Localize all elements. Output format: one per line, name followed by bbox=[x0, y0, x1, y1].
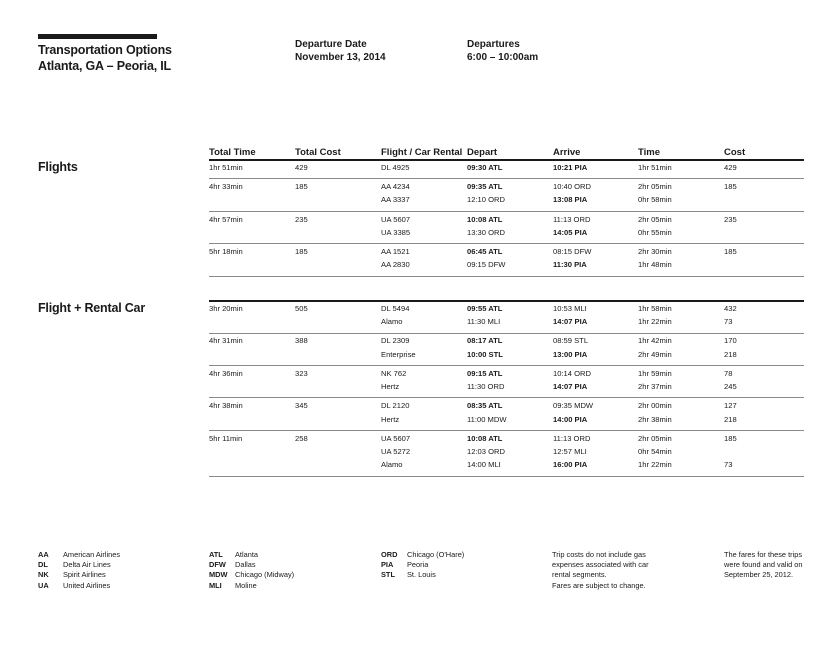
title-line-2: Atlanta, GA – Peoria, IL bbox=[38, 59, 171, 73]
legend-row bbox=[38, 560, 120, 570]
carrier-cell: Alamo bbox=[381, 460, 403, 470]
carrier-cell: Enterprise bbox=[381, 349, 416, 359]
leg-cost-cell: 170 bbox=[724, 336, 737, 346]
departure-date-block bbox=[295, 38, 386, 64]
depart-cell: 09:35 ATL bbox=[467, 182, 503, 192]
total-cost-cell: 505 bbox=[295, 304, 308, 313]
legend-row bbox=[381, 550, 464, 560]
section-flight-car-label: Flight + Rental Car bbox=[38, 301, 145, 315]
legend-code: PIA bbox=[381, 560, 394, 570]
leg-time-cell: 2hr 05min bbox=[638, 433, 672, 443]
legend-carriers bbox=[38, 550, 120, 591]
legend-row bbox=[209, 570, 294, 580]
legend-code: ATL bbox=[209, 550, 223, 559]
arrive-cell: 08:15 DFW bbox=[553, 246, 592, 256]
legend-row bbox=[209, 550, 294, 560]
group-divider bbox=[209, 243, 804, 244]
arrive-cell: 11:13 ORD bbox=[553, 214, 591, 224]
arrive-cell: 12:57 MLI bbox=[553, 446, 587, 456]
total-cost-cell: 429 bbox=[295, 163, 308, 172]
total-time-cell: 5hr 11min bbox=[209, 433, 243, 443]
legend-name: Peoria bbox=[407, 560, 429, 570]
legend-name: Spirit Airlines bbox=[63, 570, 106, 580]
title-line-1: Transportation Options bbox=[38, 43, 172, 57]
total-cost-cell: 235 bbox=[295, 214, 308, 224]
leg-cost-cell: 185 bbox=[724, 182, 737, 192]
group-divider bbox=[209, 476, 804, 477]
arrive-cell: 10:14 ORD bbox=[553, 368, 591, 378]
total-time-cell: 4hr 38min bbox=[209, 401, 243, 411]
header-rule bbox=[38, 34, 157, 39]
section-flights-label: Flights bbox=[38, 160, 78, 174]
carrier-cell: UA 5607 bbox=[381, 214, 411, 224]
carrier-cell: Hertz bbox=[381, 414, 400, 424]
leg-cost-cell: 73 bbox=[724, 460, 733, 470]
legend-row bbox=[38, 581, 120, 591]
leg-cost-cell: 429 bbox=[724, 163, 737, 172]
flight-car-top-rule bbox=[209, 300, 804, 302]
carrier-cell: UA 5607 bbox=[381, 433, 411, 443]
legend-airports-2 bbox=[381, 550, 464, 581]
leg-cost-cell: 245 bbox=[724, 382, 737, 392]
arrive-cell: 08:59 STL bbox=[553, 336, 589, 346]
group-divider bbox=[209, 211, 804, 212]
col-cost: Cost bbox=[724, 147, 746, 158]
arrive-cell: 10:40 ORD bbox=[553, 182, 591, 192]
leg-time-cell: 2hr 37min bbox=[638, 382, 672, 392]
group-divider bbox=[209, 178, 804, 179]
leg-cost-cell: 432 bbox=[724, 304, 737, 313]
note-line: Trip costs do not include gas bbox=[552, 550, 646, 559]
carrier-cell: DL 4925 bbox=[381, 163, 410, 172]
departure-date-label: Departure Date bbox=[295, 39, 367, 50]
depart-cell: 06:45 ATL bbox=[467, 246, 503, 256]
carrier-cell: NK 762 bbox=[381, 368, 407, 378]
legend-row bbox=[38, 570, 120, 580]
legend-code: DL bbox=[38, 560, 48, 570]
depart-cell: 13:30 ORD bbox=[467, 227, 505, 237]
leg-cost-cell: 185 bbox=[724, 433, 737, 443]
total-time-cell: 4hr 36min bbox=[209, 368, 243, 378]
flights-top-rule bbox=[209, 159, 804, 161]
leg-time-cell: 1hr 48min bbox=[638, 260, 672, 270]
legend-name: American Airlines bbox=[63, 550, 121, 559]
carrier-cell: Hertz bbox=[381, 382, 400, 392]
total-time-cell: 5hr 18min bbox=[209, 246, 243, 256]
arrive-cell: 13:08 PIA bbox=[553, 195, 588, 205]
depart-cell: 12:10 ORD bbox=[467, 195, 505, 205]
carrier-cell: AA 4234 bbox=[381, 182, 410, 192]
legend-code: UA bbox=[38, 580, 49, 590]
departures-value: 6:00 – 10:00am bbox=[467, 52, 539, 63]
departures-label: Departures bbox=[467, 39, 520, 50]
legend-code: MDW bbox=[209, 570, 228, 580]
total-time-cell: 4hr 31min bbox=[209, 336, 243, 346]
legend-code: STL bbox=[381, 570, 395, 580]
carrier-cell: DL 2309 bbox=[381, 336, 410, 346]
note-line: were found and valid on bbox=[724, 560, 803, 570]
legend-row bbox=[381, 560, 464, 570]
depart-cell: 09:55 ATL bbox=[467, 304, 503, 313]
total-cost-cell: 323 bbox=[295, 368, 308, 378]
leg-time-cell: 2hr 05min bbox=[638, 214, 672, 224]
carrier-cell: Alamo bbox=[381, 317, 403, 327]
arrive-cell: 09:35 MDW bbox=[553, 401, 594, 411]
leg-cost-cell: 218 bbox=[724, 349, 737, 359]
total-time-cell: 1hr 51min bbox=[209, 163, 243, 172]
group-divider bbox=[209, 365, 804, 366]
leg-time-cell: 1hr 22min bbox=[638, 317, 672, 327]
col-depart: Depart bbox=[467, 147, 498, 158]
legend-name: United Airlines bbox=[63, 580, 111, 590]
depart-cell: 11:30 MLI bbox=[467, 317, 501, 327]
total-cost-cell: 185 bbox=[295, 182, 308, 192]
total-cost-cell: 185 bbox=[295, 246, 308, 256]
leg-cost-cell: 127 bbox=[724, 401, 737, 411]
note-line: Fares are subject to change. bbox=[552, 580, 646, 590]
note-fares-valid bbox=[724, 550, 802, 581]
depart-cell: 10:00 STL bbox=[467, 349, 503, 359]
departure-date-value: November 13, 2014 bbox=[295, 52, 386, 63]
note-trip-costs bbox=[552, 550, 649, 591]
carrier-cell: AA 1521 bbox=[381, 246, 410, 256]
leg-time-cell: 1hr 58min bbox=[638, 304, 672, 313]
leg-time-cell: 1hr 22min bbox=[638, 460, 672, 470]
depart-cell: 09:15 ATL bbox=[467, 368, 503, 378]
leg-time-cell: 1hr 59min bbox=[638, 368, 672, 378]
total-time-cell: 4hr 33min bbox=[209, 182, 243, 192]
total-cost-cell: 345 bbox=[295, 401, 308, 411]
legend-name: Chicago (Midway) bbox=[235, 570, 295, 580]
depart-cell: 08:17 ATL bbox=[467, 336, 503, 346]
col-total-cost: Total Cost bbox=[295, 147, 341, 158]
arrive-cell: 14:07 PIA bbox=[553, 317, 588, 327]
legend-name: St. Louis bbox=[407, 570, 436, 580]
legend-code: DFW bbox=[209, 560, 226, 570]
legend-name: Chicago (O'Hare) bbox=[407, 550, 465, 559]
note-line: September 25, 2012. bbox=[724, 570, 794, 580]
leg-cost-cell: 73 bbox=[724, 317, 733, 327]
legend-row bbox=[209, 581, 294, 591]
leg-time-cell: 2hr 30min bbox=[638, 246, 672, 256]
arrive-cell: 16:00 PIA bbox=[553, 460, 588, 470]
legend-row bbox=[209, 560, 294, 570]
depart-cell: 14:00 MLI bbox=[467, 460, 501, 470]
total-cost-cell: 258 bbox=[295, 433, 308, 443]
legend-airports-1 bbox=[209, 550, 294, 591]
carrier-cell: DL 2120 bbox=[381, 401, 410, 411]
leg-time-cell: 2hr 49min bbox=[638, 349, 672, 359]
arrive-cell: 10:53 MLI bbox=[553, 304, 587, 313]
leg-cost-cell: 218 bbox=[724, 414, 737, 424]
arrive-cell: 11:13 ORD bbox=[553, 433, 591, 443]
group-divider bbox=[209, 276, 804, 277]
arrive-cell: 11:30 PIA bbox=[553, 260, 587, 270]
leg-cost-cell: 78 bbox=[724, 368, 733, 378]
arrive-cell: 14:00 PIA bbox=[553, 414, 588, 424]
depart-cell: 10:08 ATL bbox=[467, 433, 503, 443]
arrive-cell: 13:00 PIA bbox=[553, 349, 588, 359]
leg-time-cell: 0hr 54min bbox=[638, 446, 672, 456]
depart-cell: 11:00 MDW bbox=[467, 414, 507, 424]
carrier-cell: DL 5494 bbox=[381, 304, 410, 313]
group-divider bbox=[209, 333, 804, 334]
legend-name: Atlanta bbox=[235, 550, 259, 559]
col-flight-car: Flight / Car Rental bbox=[381, 147, 463, 158]
legend-name: Delta Air Lines bbox=[63, 560, 111, 570]
leg-time-cell: 0hr 55min bbox=[638, 227, 672, 237]
carrier-cell: UA 5272 bbox=[381, 446, 411, 456]
note-line: rental segments. bbox=[552, 570, 607, 580]
legend-code: MLI bbox=[209, 580, 222, 590]
depart-cell: 09:15 DFW bbox=[467, 260, 506, 270]
total-cost-cell: 388 bbox=[295, 336, 308, 346]
leg-time-cell: 2hr 05min bbox=[638, 182, 672, 192]
arrive-cell: 14:07 PIA bbox=[553, 382, 588, 392]
leg-time-cell: 0hr 58min bbox=[638, 195, 672, 205]
depart-cell: 09:30 ATL bbox=[467, 163, 503, 172]
total-time-cell: 4hr 57min bbox=[209, 214, 243, 224]
col-arrive: Arrive bbox=[553, 147, 581, 158]
page-title bbox=[38, 42, 172, 74]
carrier-cell: UA 3385 bbox=[381, 227, 411, 237]
departures-block bbox=[467, 38, 538, 64]
col-time: Time bbox=[638, 147, 661, 158]
group-divider bbox=[209, 397, 804, 398]
depart-cell: 08:35 ATL bbox=[467, 401, 503, 411]
leg-time-cell: 2hr 38min bbox=[638, 414, 672, 424]
leg-cost-cell: 185 bbox=[724, 246, 737, 256]
group-divider bbox=[209, 430, 804, 431]
leg-time-cell: 1hr 51min bbox=[638, 163, 672, 172]
legend-name: Moline bbox=[235, 580, 257, 590]
leg-time-cell: 1hr 42min bbox=[638, 336, 672, 346]
arrive-cell: 10:21 PIA bbox=[553, 163, 588, 172]
depart-cell: 10:08 ATL bbox=[467, 214, 503, 224]
legend-name: Dallas bbox=[235, 560, 256, 570]
note-line: expenses associated with car bbox=[552, 560, 649, 570]
carrier-cell: AA 2830 bbox=[381, 260, 410, 270]
legend-code: NK bbox=[38, 570, 49, 580]
col-total-time: Total Time bbox=[209, 147, 256, 158]
depart-cell: 11:30 ORD bbox=[467, 382, 505, 392]
carrier-cell: AA 3337 bbox=[381, 195, 410, 205]
legend-code: ORD bbox=[381, 550, 398, 559]
depart-cell: 12:03 ORD bbox=[467, 446, 505, 456]
arrive-cell: 14:05 PIA bbox=[553, 227, 588, 237]
note-line: The fares for these trips bbox=[724, 550, 803, 559]
total-time-cell: 3hr 20min bbox=[209, 304, 243, 313]
legend-code: AA bbox=[38, 550, 49, 559]
legend-row bbox=[38, 550, 120, 560]
legend-row bbox=[381, 570, 464, 580]
leg-time-cell: 2hr 00min bbox=[638, 401, 672, 411]
leg-cost-cell: 235 bbox=[724, 214, 737, 224]
